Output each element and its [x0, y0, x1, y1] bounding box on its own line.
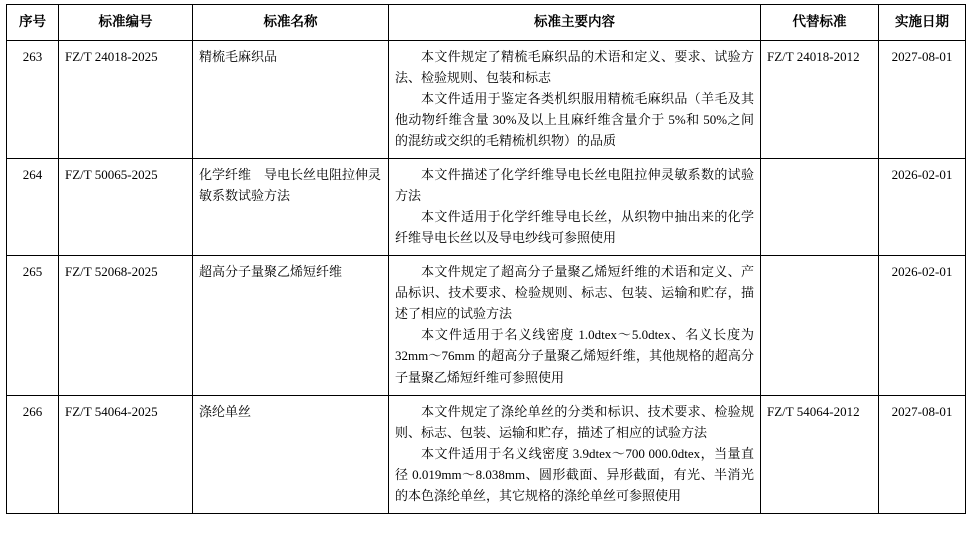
cell-standard-name: 涤纶单丝 — [193, 395, 389, 513]
column-header-main-content: 标准主要内容 — [389, 5, 761, 41]
cell-replaced-standard: FZ/T 54064-2012 — [761, 395, 879, 513]
column-header-sequence: 序号 — [7, 5, 59, 41]
cell-main-content — [389, 40, 761, 158]
table-body — [7, 40, 966, 513]
cell-main-content — [389, 256, 761, 395]
cell-replaced-standard: FZ/T 24018-2012 — [761, 40, 879, 158]
table-row — [7, 159, 966, 256]
cell-standard-code: FZ/T 24018-2025 — [59, 40, 193, 158]
table-row — [7, 395, 966, 513]
cell-standard-code: FZ/T 50065-2025 — [59, 159, 193, 256]
content-paragraph: 本文件适用于鉴定各类机织服用精梳毛麻织品（羊毛及其他动物纤维含量 30%及以上且麻纤维含量介于 5%和 50%之间的混纺或交织的毛精梳机织物）的品质 — [395, 90, 754, 149]
content-paragraph: 本文件适用于名义线密度 1.0dtex～5.0dtex、名义长度为 32mm～76mm 的超高分子量聚乙烯短纤维，其他规格的超高分子量聚乙烯短纤维可参照使用 — [395, 327, 754, 385]
cell-effective-date: 2027-08-01 — [879, 395, 966, 513]
cell-sequence: 263 — [7, 40, 59, 158]
cell-main-content — [389, 159, 761, 256]
cell-replaced-standard — [761, 159, 879, 256]
content-paragraph: 本文件描述了化学纤维导电长丝电阻拉伸灵敏系数的试验方法 — [395, 167, 754, 204]
content-paragraph: 本文件规定了涤纶单丝的分类和标识、技术要求、检验规则、标志、包装、运输和贮存，描述了相应的试验方法 — [395, 403, 754, 440]
cell-standard-name: 超高分子量聚乙烯短纤维 — [193, 256, 389, 395]
table-header — [7, 5, 966, 41]
content-paragraph: 本文件适用于化学纤维导电长丝，从织物中抽出来的化学纤维导电长丝以及导电纱线可参照使用 — [395, 209, 754, 246]
table-row — [7, 40, 966, 158]
cell-standard-code: FZ/T 54064-2025 — [59, 395, 193, 513]
cell-sequence: 264 — [7, 159, 59, 256]
table-header-row — [7, 5, 966, 41]
content-paragraph: 本文件适用于名义线密度 3.9dtex～700 000.0dtex，当量直径 0.019mm～8.038mm、圆形截面、异形截面，有光、半消光的本色涤纶单丝，其它规格的涤纶单丝可参照使用 — [395, 445, 754, 503]
cell-main-content — [389, 395, 761, 513]
column-header-standard-code: 标准编号 — [59, 5, 193, 41]
content-paragraph: 本文件规定了精梳毛麻织品的术语和定义、要求、试验方法、检验规则、包装和标志 — [395, 48, 754, 85]
cell-sequence: 265 — [7, 256, 59, 395]
cell-standard-name: 精梳毛麻织品 — [193, 40, 389, 158]
table-row — [7, 256, 966, 395]
column-header-effective-date: 实施日期 — [879, 5, 966, 41]
column-header-standard-name: 标准名称 — [193, 5, 389, 41]
standards-table — [6, 4, 966, 514]
column-header-replaced-standard: 代替标准 — [761, 5, 879, 41]
cell-standard-name: 化学纤维 导电长丝电阻拉伸灵敏系数试验方法 — [193, 159, 389, 256]
cell-replaced-standard — [761, 256, 879, 395]
cell-effective-date: 2026-02-01 — [879, 256, 966, 395]
content-paragraph: 本文件规定了超高分子量聚乙烯短纤维的术语和定义、产品标识、技术要求、检验规则、标志、包装、运输和贮存，描述了相应的试验方法 — [395, 264, 754, 322]
cell-effective-date: 2027-08-01 — [879, 40, 966, 158]
cell-effective-date: 2026-02-01 — [879, 159, 966, 256]
cell-standard-code: FZ/T 52068-2025 — [59, 256, 193, 395]
cell-sequence: 266 — [7, 395, 59, 513]
